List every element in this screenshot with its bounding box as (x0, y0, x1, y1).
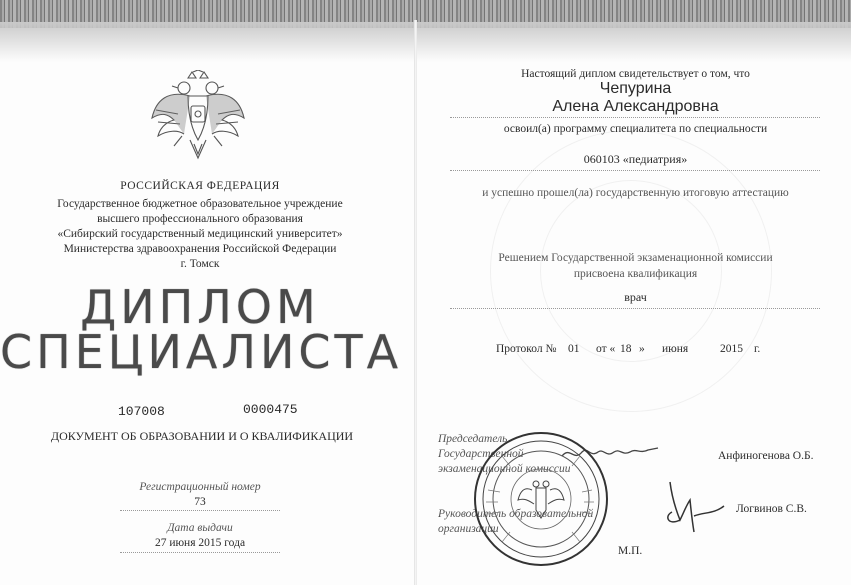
institution-line-2: высшего профессионального образования (97, 213, 303, 225)
commission-decision-line-1: Решением Государственной экзаменационной комиссии (498, 252, 773, 264)
commission-decision-line-2: присвоена квалификация (573, 268, 698, 280)
institution-line-4: Министерства здравоохранения Российской Федерации (63, 243, 337, 255)
graduate-name: Алена Александровна (552, 98, 719, 115)
country-title: РОССИЙСКАЯ ФЕДЕРАЦИЯ (120, 180, 280, 192)
official-seal-stamp (472, 430, 610, 568)
registration-underline (120, 510, 280, 511)
left-page (0, 0, 420, 585)
chairman-label-line-3: экзаменационной комиссии (438, 463, 571, 475)
graduate-surname: Чепурина (599, 80, 672, 97)
specialty: 060103 «педиатрия» (583, 152, 688, 166)
passed-attestation-text: и успешно прошел(ла) государственную итоговую аттестацию (482, 187, 789, 199)
institution-line-1: Государственное бюджетное образовательное учреждение (57, 198, 343, 210)
registration-number: 73 (194, 496, 206, 508)
issue-date: 27 июня 2015 года (154, 537, 246, 549)
protocol-year-suffix: г. (754, 343, 761, 355)
diploma-series: 107008 (118, 404, 165, 419)
name-underline (450, 117, 820, 118)
diploma-title-line-2: СПЕЦИАЛИСТА (0, 325, 403, 379)
protocol-from-label: от « (596, 343, 616, 355)
certifies-text: Настоящий диплом свидетельствует о том, что (521, 68, 750, 80)
head-signature (658, 476, 728, 536)
institution-line-3: «Сибирский государственный медицинский университет» (57, 228, 343, 240)
right-page (420, 0, 851, 585)
chairman-name: Анфиногенова О.Б. (718, 450, 814, 462)
diploma-number: 0000475 (243, 402, 298, 417)
mastered-program-text: освоил(а) программу специалитета по специальности (503, 123, 768, 135)
head-label-line-2: организации (438, 523, 499, 535)
protocol-day-close: » (639, 343, 645, 355)
protocol-year: 2015 (720, 343, 743, 355)
coat-of-arms-icon (148, 70, 248, 162)
qualification-underline (450, 308, 820, 309)
protocol-day: 18 (620, 343, 632, 355)
diploma-title-line-1: ДИПЛОМ (80, 280, 320, 334)
protocol-number: 01 (568, 343, 580, 355)
chairman-label-line-2: Государственной (438, 448, 524, 460)
head-name: Логвинов С.В. (736, 503, 807, 515)
registration-label: Регистрационный номер (139, 481, 261, 493)
protocol-month: июня (662, 343, 689, 355)
protocol-label: Протокол № (496, 343, 557, 355)
document-type: ДОКУМЕНТ ОБ ОБРАЗОВАНИИ И О КВАЛИФИКАЦИИ (50, 429, 354, 443)
chairman-label-line-1: Председатель (438, 433, 508, 445)
head-label-line-1: Руководитель образовательной (438, 508, 594, 520)
seal-label: М.П. (618, 545, 643, 557)
institution-city: г. Томск (180, 258, 220, 270)
qualification: врач (624, 290, 647, 304)
specialty-underline (450, 170, 820, 171)
issue-date-underline (120, 552, 280, 553)
issue-date-label: Дата выдачи (167, 522, 233, 534)
